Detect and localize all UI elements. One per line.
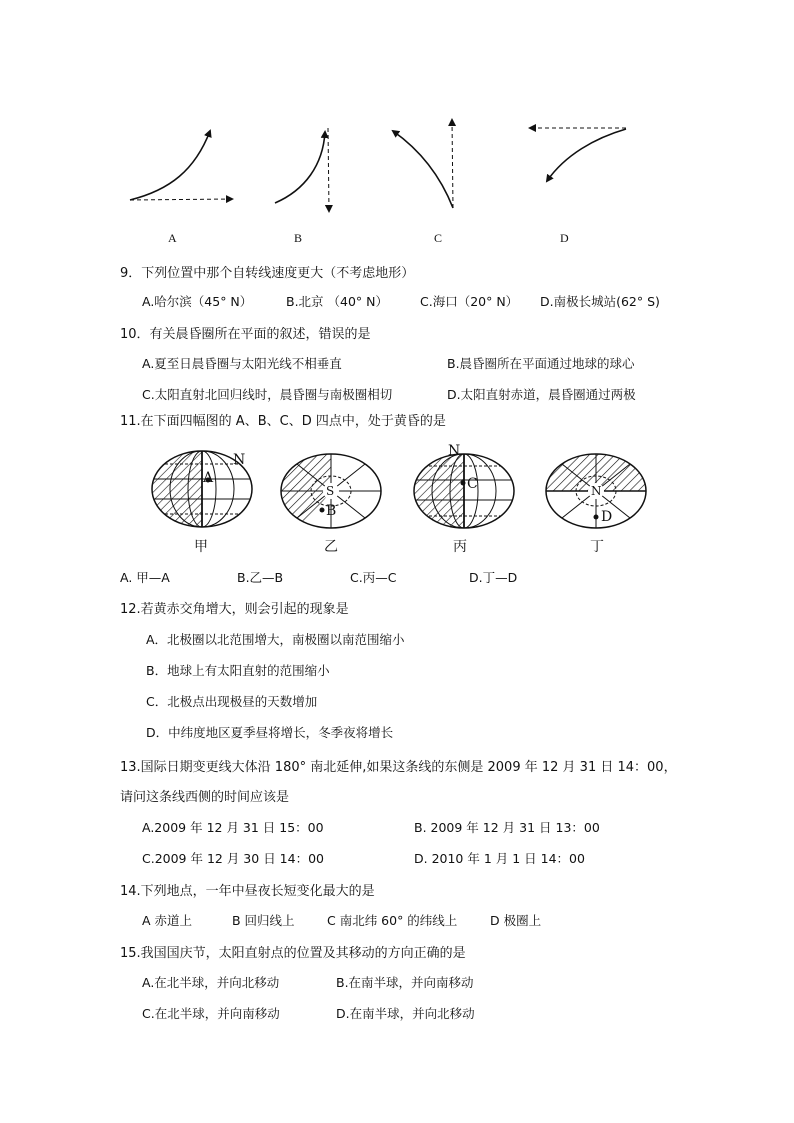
question-13-stem-line-2: 请问这条线西侧的时间应该是 [120, 790, 290, 805]
question-9-stem: 9．下列位置中那个自转线速度更大（不考虑地形） [120, 266, 415, 281]
question-13-option-b: B. 2009 年 12 月 31 日 13：00 [414, 820, 600, 835]
question-9-option-a: A.哈尔滨（45° N） [142, 294, 253, 309]
question-15-option-b: B.在南半球，并向南移动 [336, 975, 474, 990]
figure-label-d: D [560, 231, 569, 245]
question-13-option-a: A.2009 年 12 月 31 日 15：00 [142, 820, 324, 835]
question-13-option-c: C.2009 年 12 月 30 日 14：00 [142, 851, 324, 866]
question-10-option-d: D.太阳直射赤道，晨昏圈通过两极 [447, 387, 636, 402]
question-10-option-b: B.晨昏圈所在平面通过地球的球心 [447, 356, 635, 371]
globe-jia-point-a: A [203, 470, 214, 486]
globe-jia-name: 甲 [194, 539, 208, 555]
question-12-option-d: D．中纬度地区夏季昼将增长，冬季夜将增长 [146, 725, 394, 740]
globe-jia-pole-label: N [233, 452, 246, 468]
question-9-option-b: B.北京 （40° N） [286, 294, 389, 309]
question-13-option-d: D. 2010 年 1 月 1 日 14：00 [414, 851, 585, 866]
question-15-option-d: D.在南半球，并向北移动 [336, 1006, 475, 1021]
question-13-stem-line-1: 13.国际日期变更线大体沿 180° 南北延伸,如果这条线的东侧是 2009 年 12 月 31 日 14：00， [120, 760, 677, 775]
question-15-option-a: A.在北半球，并向北移动 [142, 975, 280, 990]
question-11-option-a: A. 甲—A [120, 570, 170, 585]
question-14-option-a: A 赤道上 [142, 913, 193, 928]
question-9-option-d: D.南极长城站(62° S) [540, 294, 660, 309]
question-11-option-c: C.丙—C [350, 570, 397, 585]
question-14-option-b: B 回归线上 [232, 913, 295, 928]
globe-ding-point-d: D [601, 509, 613, 525]
figure-label-a: A [168, 231, 177, 245]
globe-ding-name: 丁 [590, 539, 604, 555]
question-14-stem: 14.下列地点，一年中昼夜长短变化最大的是 [120, 884, 375, 899]
question-14-option-d: D 极圈上 [490, 913, 542, 928]
question-10-option-a: A.夏至日晨昏圈与太阳光线不相垂直 [142, 356, 342, 371]
question-11-option-b: B.乙—B [237, 570, 284, 585]
question-10-option-c: C.太阳直射北回归线时，晨昏圈与南极圈相切 [142, 387, 393, 402]
globe-yi-name: 乙 [324, 539, 338, 555]
globe-yi-pole-label: S [326, 484, 335, 498]
question-12-option-a: A．北极圈以北范围增大，南极圈以南范围缩小 [146, 632, 405, 647]
question-12-stem: 12.若黄赤交角增大，则会引起的现象是 [120, 602, 349, 617]
globe-bing-pole-label: N [448, 443, 461, 459]
globe-yi-point-b: B [326, 503, 337, 519]
question-11-stem: 11.在下面四幅图的 A、B、C、D 四点中，处于黄昏的是 [120, 414, 446, 429]
figure-label-b: B [294, 231, 303, 245]
question-14-option-c: C 南北纬 60° 的纬线上 [327, 913, 458, 928]
figure-label-c: C [434, 231, 443, 245]
globe-bing-name: 丙 [453, 539, 467, 555]
globe-ding-pole-label: N [591, 484, 602, 498]
question-12-option-c: C．北极点出现极昼的天数增加 [146, 694, 318, 709]
question-12-option-b: B．地球上有太阳直射的范围缩小 [146, 663, 330, 678]
question-11-option-d: D.丁—D [469, 570, 518, 585]
question-15-option-c: C.在北半球，并向南移动 [142, 1006, 280, 1021]
question-15-stem: 15.我国国庆节，太阳直射点的位置及其移动的方向正确的是 [120, 946, 466, 961]
terminator-diagrams [0, 0, 794, 560]
question-10-stem: 10．有关晨昏圈所在平面的叙述，错误的是 [120, 327, 371, 342]
question-9-option-c: C.海口（20° N） [420, 294, 519, 309]
globe-bing [414, 452, 514, 532]
globe-bing-point-c: C [467, 476, 478, 492]
